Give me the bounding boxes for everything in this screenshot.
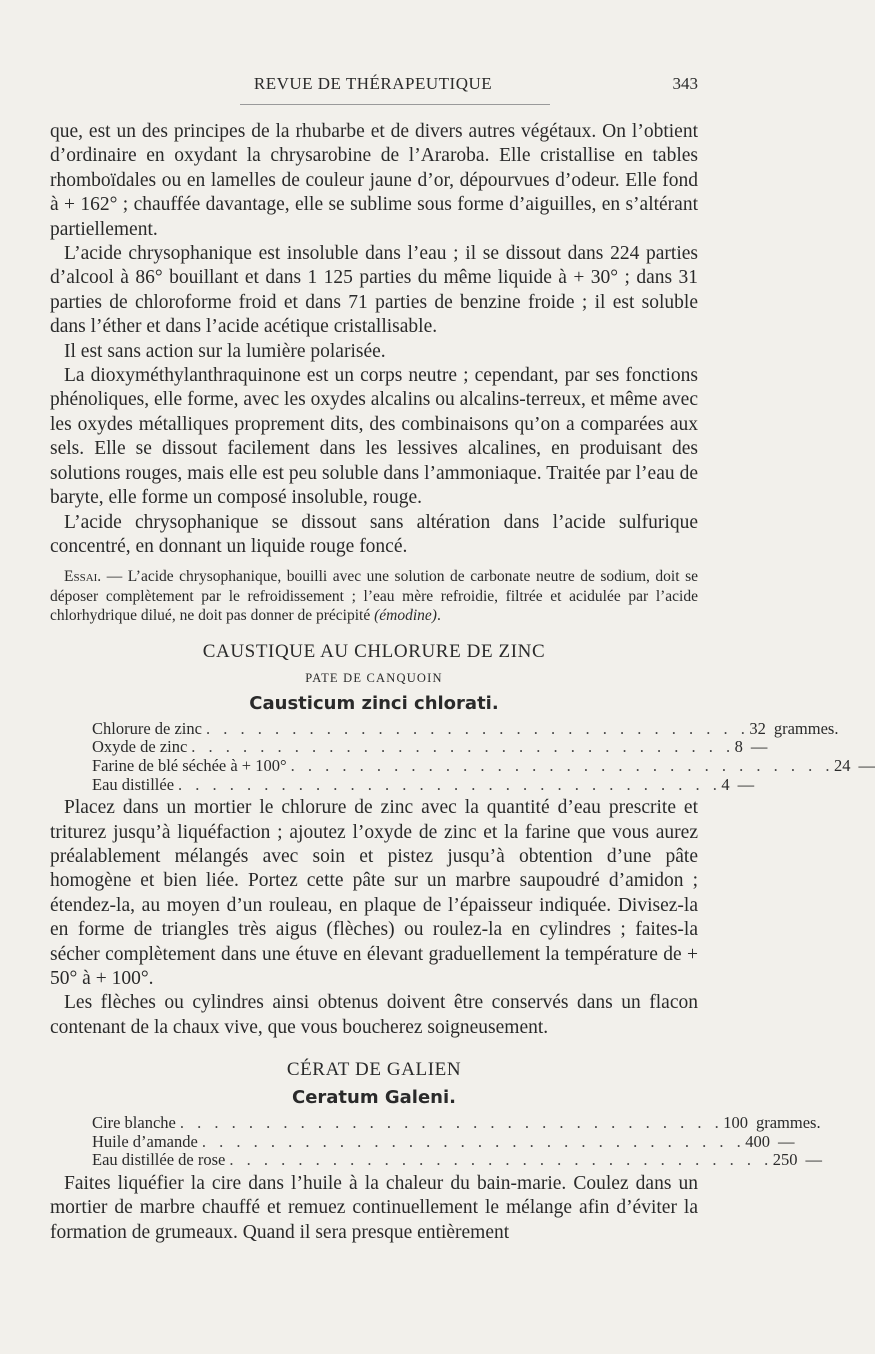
paragraph: La dioxyméthylanthraquinone est un corps neutre ; cependant, par ses fonctions phénoliques, elle forme, avec les oxydes alcalins ou alcalins-terreux, et même avec les oxydes métalliques proprement dits, des combinaisons qu’on a comparées aux sels. Elle se dissout facilement dans les lessives alcalines, en produisant des solutions rouges, mais elle est peu soluble dans l’ammoniaque. Traitée par l’eau de baryte, elle forme un composé insoluble, rouge. (50, 365, 698, 509)
ingredient-qty: 250 (772, 1150, 798, 1170)
ingredient-qty: 4 (721, 774, 730, 794)
ingredient-qty: 24 (833, 756, 851, 775)
ingredient-name: Chlorure de zinc (92, 718, 202, 738)
ingredient-row (92, 756, 875, 776)
paragraph: L’acide chrysophanique se dissout sans altération dans l’acide sulfurique concentré, en donnant un liquide rouge foncé. (50, 511, 698, 557)
ingredient-name: Cire blanche (92, 1113, 176, 1133)
ingredient-unit: — (737, 774, 755, 794)
leader-dots: . . . . . . . . . . . . . . . . . . . . . . . . . . . . . . . . (179, 1113, 724, 1133)
ingredient-name: Eau distillée de rose (92, 1150, 226, 1170)
paragraph: Il est sans action sur la lumière polarisée. (64, 340, 386, 362)
leader-dots: . . . . . . . . . . . . . . . . . . . . . . . . . . . . . . . . (178, 774, 722, 794)
ingredient-unit: — (750, 737, 768, 757)
ingredient-qty: 100 (723, 1113, 748, 1133)
ingredient-unit: — (805, 1150, 822, 1170)
page-number: 343 (672, 74, 698, 93)
header-rule (240, 104, 550, 105)
paragraph: L’acide chrysophanique est insoluble dans l’eau ; il se dissout dans 224 parties d’alcool à 86° bouillant et dans 1 125 parties du même liquide à + 30° ; dans 31 parties de chloroforme froid et dans 71 parties de benzine froide ; il est soluble dans l’éther et dans l’acide acétique cristallisable. (50, 243, 698, 338)
leader-dots: . . . . . . . . . . . . . . . . . . . . . . . . . . . . . . . . (205, 718, 750, 738)
ingredient-row (92, 1150, 822, 1170)
section-subtitle: PATE DE CANQUOIN (305, 670, 443, 685)
page-body (50, 120, 875, 1245)
latin-name: Ceratum Galeni. (291, 1087, 456, 1109)
running-header (48, 74, 698, 102)
ingredient-name: Eau distillée (92, 774, 175, 794)
ingredient-qty: 32 (749, 718, 766, 738)
ingredient-row (92, 718, 839, 739)
essai-text: — L’acide chrysophanique, bouilli avec une solution de carbonate neutre de sodium, doit se déposer complètement par le refroidissement ; l’eau mère refroidie, filtrée et acidulée par l’acide chlorhydrique dilué, ne doit pas donner de précipité (50, 568, 698, 625)
ingredient-list (92, 1113, 822, 1170)
ingredient-row (92, 1131, 795, 1152)
leader-dots: . . . . . . . . . . . . . . . . . . . . . . . . . . . . . . . . (290, 756, 834, 775)
leader-dots: . . . . . . . . . . . . . . . . . . . . . . . . . . . . . . . . (191, 737, 735, 757)
essai-paragraph (50, 567, 698, 626)
ingredient-unit: — (858, 756, 875, 775)
essai-italic: (émodine) (374, 607, 437, 625)
essai-end: . (436, 607, 441, 625)
leader-dots: . . . . . . . . . . . . . . . . . . . . . . . . . . . . . . . . (201, 1131, 746, 1151)
ingredient-unit: grammes. (755, 1113, 821, 1133)
ingredient-row (92, 1113, 821, 1133)
latin-name: Causticum zinci chlorati. (249, 692, 499, 714)
ingredient-unit: — (777, 1131, 795, 1151)
ingredient-unit: grammes. (773, 718, 839, 738)
ingredient-row (92, 737, 768, 757)
leader-dots: . . . . . . . . . . . . . . . . . . . . . . . . . . . . . . . . (229, 1150, 773, 1170)
section-title: CAUSTIQUE AU CHLORURE DE ZINC (202, 640, 546, 662)
ingredient-qty: 8 (734, 737, 743, 757)
paragraph: Les flèches ou cylindres ainsi obtenus doivent être conservés dans un flacon contenant de la chaux vive, que vous boucherez soigneusement. (50, 992, 698, 1038)
ingredient-list (92, 718, 875, 794)
paragraph: que, est un des principes de la rhubarbe et de divers autres végétaux. On l’obtient d’ordinaire en oxydant la chrysarobine de l’Araroba. Elle cristallise en tables rhomboïdales ou en lamelles de couleur jaune d’or, dépourvues d’odeur. Elle fond à + 162° ; chauffée davantage, elle se sublime sous forme d’aiguilles, en s’altérant partiellement. (50, 121, 698, 240)
ingredient-row (92, 774, 755, 795)
ingredient-name: Huile d’amande (92, 1131, 198, 1151)
ingredient-name: Oxyde de zinc (92, 737, 188, 757)
ingredient-name: Farine de blé séchée à + 100° (92, 756, 287, 775)
essai-label: Essai. (64, 568, 102, 586)
ingredient-qty: 400 (745, 1131, 770, 1151)
paragraph: Placez dans un mortier le chlorure de zinc avec la quantité d’eau prescrite et triturez jusqu’à liquéfaction ; ajoutez l’oxyde de zinc et la farine que vous aurez préalablement mélangés avec soin et pistez jusqu’à obtention d’une pâte homogène et bien liée. Portez cette pâte sur un marbre saupoudré d’amidon ; étendez-la, au moyen d’un rouleau, en plaque de l’épaisseur indiquée. Divisez-la en forme de triangles très aigus (flèches) ou roulez-la en cylindres ; faites-la sécher complètement dans une étuve en élevant graduellement la température de + 50° à + 100°. (50, 797, 698, 990)
section-title: CÉRAT DE GALIEN (286, 1059, 462, 1081)
journal-title: REVUE DE THÉRAPEUTIQUE (253, 74, 493, 93)
paragraph: Faites liquéfier la cire dans l’huile à la chaleur du bain-marie. Coulez dans un mortier de marbre chauffé et remuez continuellement le mélange afin d’éviter la formation de grumeaux. Quand il sera presque entièrement (50, 1173, 698, 1243)
